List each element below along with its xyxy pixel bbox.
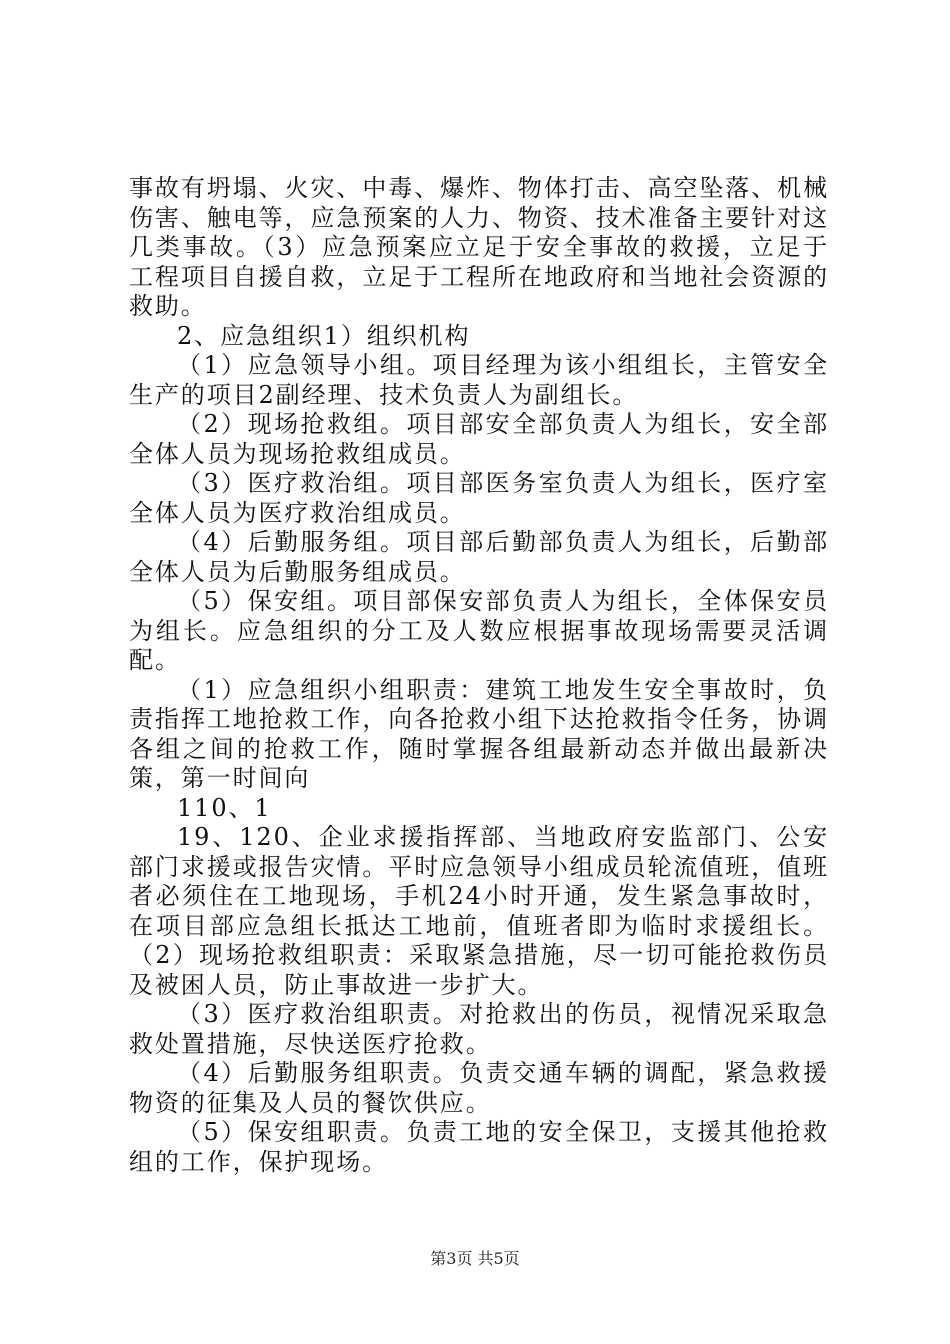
paragraph-4: （2）现场抢救组。项目部安全部负责人为组长，安全部全体人员为现场抢救组成员。 (129, 410, 829, 468)
paragraph-8: （1）应急组织小组职责：建筑工地发生安全事故时，负责指挥工地抢救工作，向各抢救小组下达抢救指令任务，协调各组之间的抢救工作，随时掌握各组最新动态并做出最新决策，第一时间向 (129, 675, 829, 792)
paragraph-9: 110、1 (177, 793, 272, 822)
page-footer (0, 1246, 950, 1269)
paragraph-13: （5）保安组职责。负责工地的安全保卫，支援其他抢救组的工作，保护现场。 (129, 1118, 829, 1176)
paragraph-11: （3）医疗救治组职责。对抢救出的伤员，视情况采取急救处置措施，尽快送医疗抢救。 (129, 1000, 829, 1058)
paragraph-12: （4）后勤服务组职责。负责交通车辆的调配，紧急救援物资的征集及人员的餐饮供应。 (129, 1059, 829, 1117)
paragraph-7: （5）保安组。项目部保安部负责人为组长，全体保安员为组长。应急组织的分工及人数应根据事故现场需要灵活调配。 (129, 587, 829, 674)
document-body (129, 174, 829, 1177)
paragraph-5: （3）医疗救治组。项目部医务室负责人为组长，医疗室全体人员为医疗救治组成员。 (129, 469, 829, 527)
paragraph-10: 19、120、企业求援指挥部、当地政府安监部门、公安部门求援或报告灾情。平时应急领导小组成员轮流值班，值班者必须住在工地现场，手机24小时开通，发生紧急事故时，在项目部应急组长抵达工地前，值班者即为临时求援组长。（2）现场抢救组职责：采取紧急措施，尽一切可能抢救伤员及被困人员，防止事故进一步扩大。 (129, 823, 829, 999)
paragraph-1: 事故有坍塌、火灾、中毒、爆炸、物体打击、高空坠落、机械伤害、触电等，应急预案的人力、物资、技术准备主要针对这几类事故。（3）应急预案应立足于安全事故的救援，立足于工程项目自援自救，立足于工程所在地政府和当地社会资源的救助。 (129, 174, 829, 320)
paragraph-2: 2、应急组织1）组织机构 (177, 321, 471, 350)
paragraph-6: （4）后勤服务组。项目部后勤部负责人为组长，后勤部全体人员为后勤服务组成员。 (129, 528, 829, 586)
page-number-label: 第3页 共5页 (430, 1249, 520, 1268)
paragraph-3: （1）应急领导小组。项目经理为该小组组长，主管安全生产的项目2副经理、技术负责人为副组长。 (129, 351, 829, 409)
